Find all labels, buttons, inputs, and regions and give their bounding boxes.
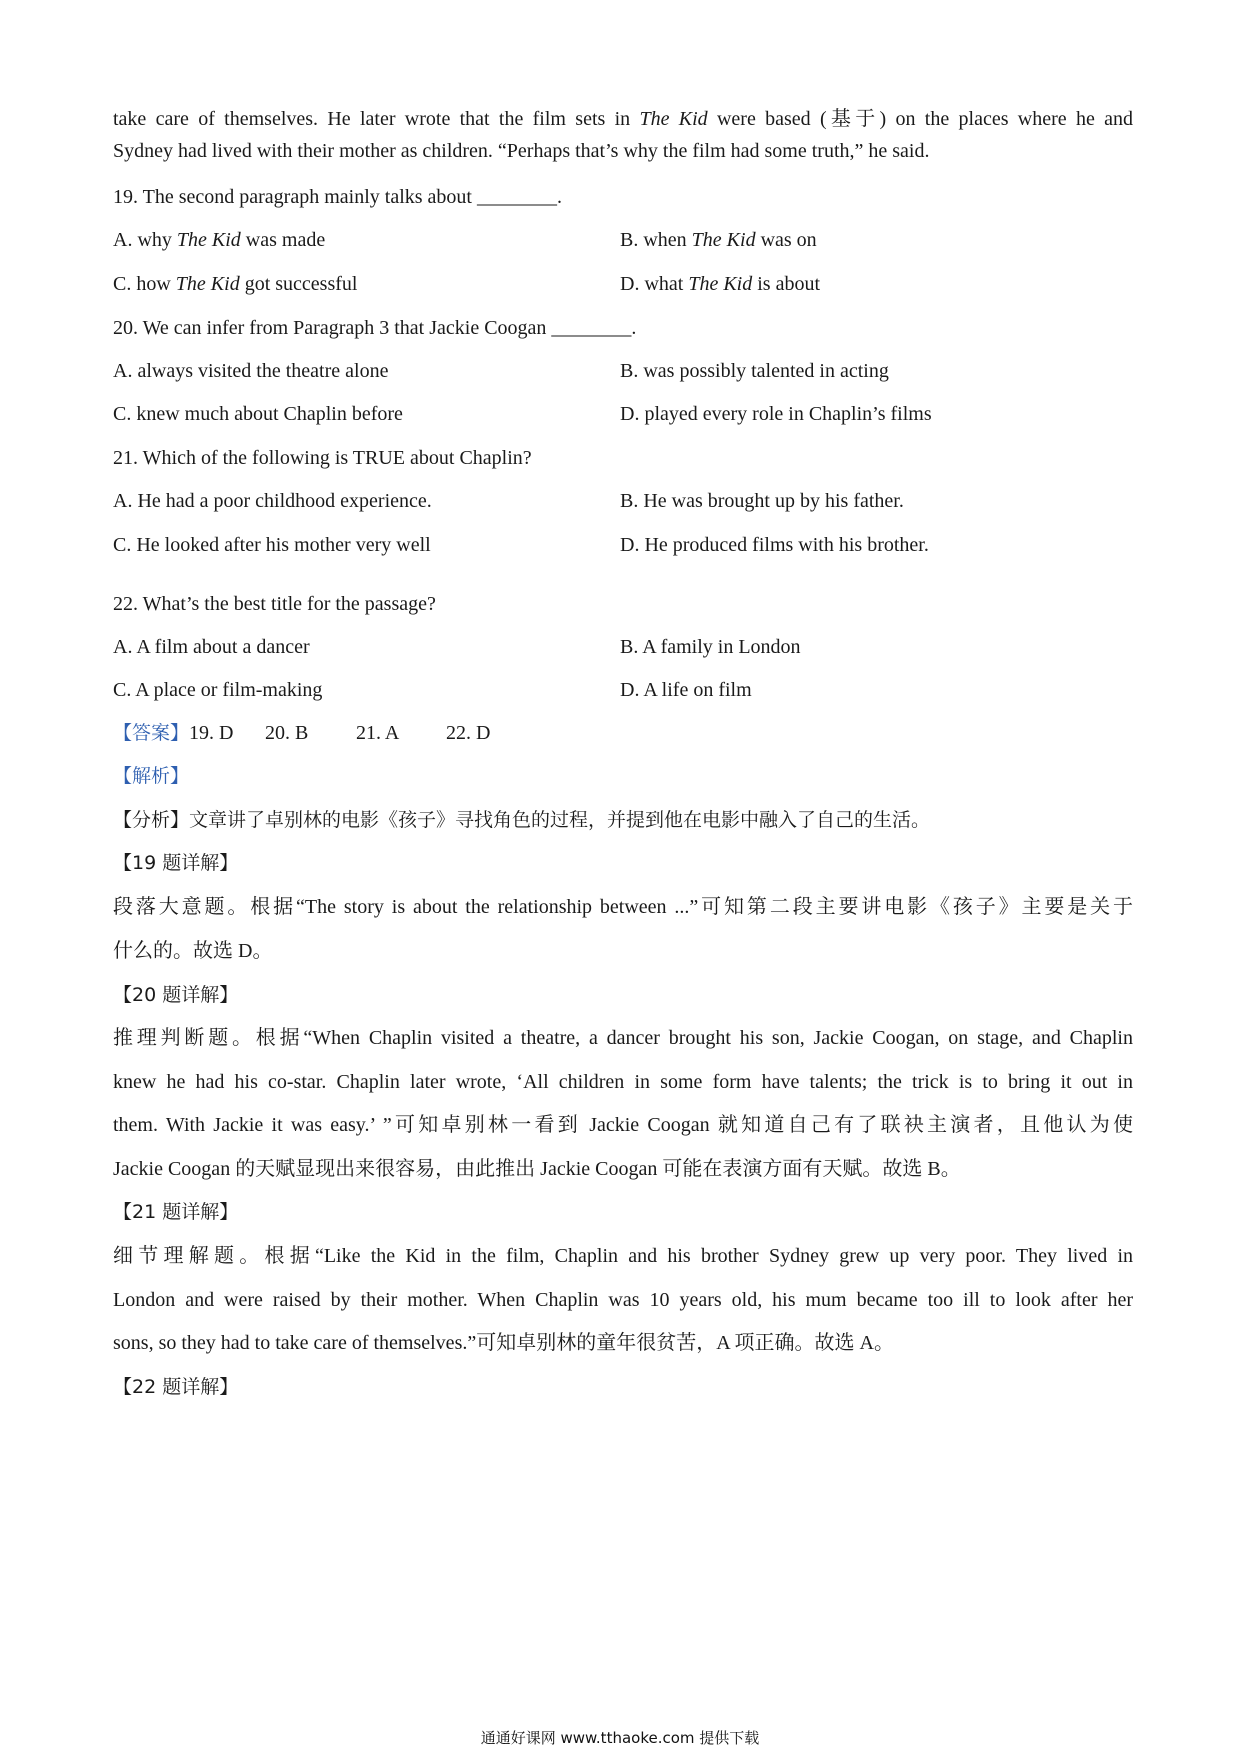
option-a: A. A film about a dancer bbox=[113, 636, 310, 658]
passage-line bbox=[113, 105, 1133, 133]
question-stem: 20. We can infer from Paragraph 3 that Jackie Coogan ________. bbox=[113, 317, 637, 339]
detail-line: 什么的。故选 D。 bbox=[113, 940, 273, 962]
detail-line: London and were raised by their mother. When Chaplin was 10 years old, his mum became too ill to look after her bbox=[113, 1289, 1133, 1311]
option-d: D. played every role in Chaplin’s films bbox=[620, 403, 932, 425]
film-title: The Kid bbox=[639, 108, 708, 130]
answer-key bbox=[113, 719, 1133, 747]
option-d: D. He produced films with his brother. bbox=[620, 534, 929, 556]
detail-line: 段落大意题。根据“The story is about the relationship between ...”可知第二段主要讲电影《孩子》主要是关于 bbox=[113, 896, 1133, 918]
answer-item: 19. D bbox=[189, 722, 234, 744]
detail-heading: 【20 题详解】 bbox=[113, 984, 239, 1006]
passage-line: Sydney had lived with their mother as children. “Perhaps that’s why the film had some truth,” he said. bbox=[113, 140, 930, 162]
answer-item: 21. A bbox=[356, 722, 400, 744]
detail-heading: 【22 题详解】 bbox=[113, 1376, 239, 1398]
answer-label: 【答案】 bbox=[113, 722, 190, 744]
answer-item: 22. D bbox=[446, 722, 491, 744]
option-c: C. He looked after his mother very well bbox=[113, 534, 431, 556]
detail-line: 细节理解题。根据“Like the Kid in the film, Chaplin and his brother Sydney grew up very poor. They lived in bbox=[113, 1245, 1133, 1267]
page-footer: 通通好课网 www.tthaoke.com 提供下载 bbox=[480, 1729, 760, 1747]
option-c: C. A place or film-making bbox=[113, 679, 323, 701]
detail-line: knew he had his co-star. Chaplin later wrote, ‘All children in some form have talents; the trick is to bring it out in bbox=[113, 1071, 1133, 1093]
option-d: D. A life on film bbox=[620, 679, 752, 701]
answer-item: 20. B bbox=[265, 722, 309, 744]
option-d: D. what The Kid is about bbox=[620, 273, 821, 295]
passage-text: take care of themselves. He later wrote that the film sets in bbox=[113, 108, 640, 130]
detail-line: them. With Jackie it was easy.’ ”可知卓别林一看到 Jackie Coogan 就知道自己有了联袂主演者，且他认为使 bbox=[113, 1114, 1133, 1136]
option-b: B. He was brought up by his father. bbox=[620, 490, 904, 512]
question-stem: 19. The second paragraph mainly talks about ________. bbox=[113, 186, 562, 208]
detail-heading: 【21 题详解】 bbox=[113, 1201, 239, 1223]
option-a: A. He had a poor childhood experience. bbox=[113, 490, 432, 512]
option-b: B. A family in London bbox=[620, 636, 801, 658]
detail-heading: 【19 题详解】 bbox=[113, 852, 239, 874]
detail-line: Jackie Coogan 的天赋显现出来很容易，由此推出 Jackie Coogan 可能在表演方面有天赋。故选 B。 bbox=[113, 1158, 961, 1180]
option-a: A. always visited the theatre alone bbox=[113, 360, 389, 382]
analysis-label: 【解析】 bbox=[113, 765, 190, 787]
passage-text: were based (基于) on the places where he and bbox=[707, 108, 1134, 130]
question-stem: 21. Which of the following is TRUE about Chaplin? bbox=[113, 447, 532, 469]
option-c: C. how The Kid got successful bbox=[113, 273, 358, 295]
option-c: C. knew much about Chaplin before bbox=[113, 403, 403, 425]
detail-line: 推理判断题。根据“When Chaplin visited a theatre, a dancer brought his son, Jackie Coogan, on stage, and Chaplin bbox=[113, 1027, 1133, 1049]
option-b: B. was possibly talented in acting bbox=[620, 360, 889, 382]
option-b: B. when The Kid was on bbox=[620, 229, 817, 251]
question-stem: 22. What’s the best title for the passage? bbox=[113, 593, 436, 615]
option-a: A. why The Kid was made bbox=[113, 229, 326, 251]
analysis-summary: 【分析】文章讲了卓别林的电影《孩子》寻找角色的过程，并提到他在电影中融入了自己的生活。 bbox=[113, 809, 931, 831]
detail-line: sons, so they had to take care of themselves.”可知卓别林的童年很贫苦，A 项正确。故选 A。 bbox=[113, 1332, 895, 1354]
